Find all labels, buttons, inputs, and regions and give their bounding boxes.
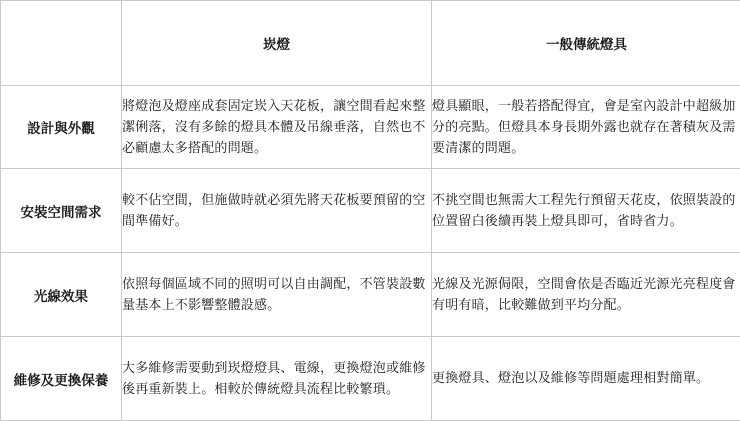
header-recessed-light: 崁燈	[122, 1, 432, 86]
traditional-light-cell: 光線及光源侷限，空間會依是否臨近光源光亮程度會有明有暗，比較難做到平均分配。	[432, 253, 740, 337]
table-row	[1, 337, 740, 421]
recessed-light-cell: 將燈泡及燈座成套固定崁入天花板，讓空間看起來整潔俐落，沒有多餘的燈具本體及吊線垂落，自然也不必顧慮太多搭配的問題。	[122, 86, 432, 169]
recessed-light-cell: 依照每個區域不同的照明可以自由調配，不管裝設數量基本上不影響整體設感。	[122, 253, 432, 337]
traditional-light-cell: 燈具顯眼，一般若搭配得宜，會是室內設計中超級加分的亮點。但燈具本身長期外露也就存在著積灰及需要清潔的問題。	[432, 86, 740, 169]
table-row	[1, 86, 740, 169]
table-row	[1, 169, 740, 253]
recessed-light-cell: 大多維修需要動到崁燈燈具、電線，更換燈泡或維修後再重新裝上。相較於傳統燈具流程比較繁瑣。	[122, 337, 432, 421]
row-label: 安裝空間需求	[1, 169, 122, 253]
row-label: 光線效果	[1, 253, 122, 337]
header-row	[1, 1, 740, 86]
row-label: 維修及更換保養	[1, 337, 122, 421]
traditional-light-cell: 更換燈具、燈泡以及維修等問題處理相對簡單。	[432, 337, 740, 421]
header-corner-cell	[1, 1, 122, 86]
traditional-light-cell: 不挑空間也無需大工程先行預留天花皮，依照裝設的位置留白後續再裝上燈具即可，省時省力。	[432, 169, 740, 253]
table-row	[1, 253, 740, 337]
row-label: 設計與外觀	[1, 86, 122, 169]
recessed-light-cell: 較不佔空間，但施做時就必須先將天花板要預留的空間準備好。	[122, 169, 432, 253]
header-traditional-light: 一般傳統燈具	[432, 1, 740, 86]
